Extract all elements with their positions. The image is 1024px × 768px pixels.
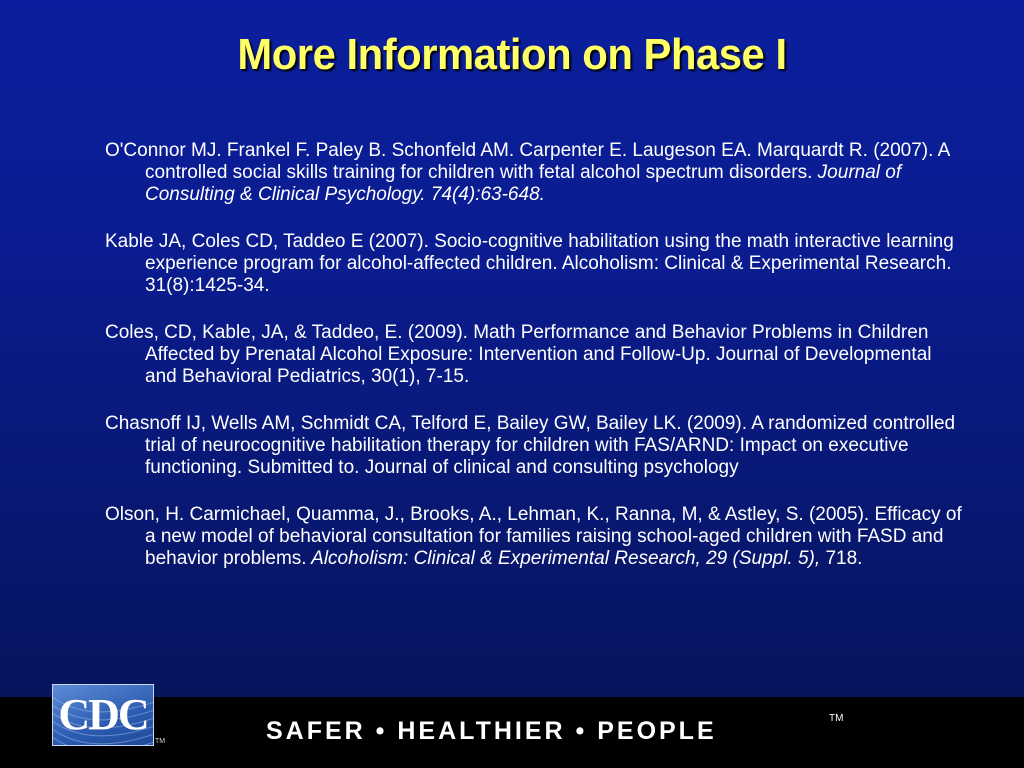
reference-journal: Alcoholism: Clinical & Experimental Research, 29 (Suppl. 5), <box>306 548 821 569</box>
logo-text: CDC <box>58 690 148 739</box>
reference-tail: 718. <box>820 548 863 569</box>
cdc-logo <box>52 684 154 746</box>
reference-text: Chasnoff IJ, Wells AM, Schmidt CA, Telford E, Bailey GW, Bailey LK. (2009). A randomized controlled trial of neurocognitive habilitation therapy for children with FAS/ARND: Impact on executive functioning. Submitted to. Journal of clinical and consulting psychology <box>105 413 956 478</box>
tagline: SAFER • HEALTHIER • PEOPLE <box>266 717 717 745</box>
reference-item <box>105 504 965 570</box>
logo-trademark: TM <box>155 738 166 745</box>
reference-item <box>105 140 965 206</box>
reference-item <box>105 231 965 297</box>
reference-item <box>105 413 965 479</box>
slide-title: More Information on Phase I <box>237 30 787 79</box>
reference-list <box>105 140 965 595</box>
reference-journal: Journal of Consulting & Clinical Psychology. 74(4):63-648. <box>145 162 902 205</box>
reference-text: Kable JA, Coles CD, Taddeo E (2007). Socio-cognitive habilitation using the math interactive learning experience program for alcohol-affected children. Alcoholism: Clinical & Experimental Research. 31(8):1425-34. <box>105 231 954 296</box>
reference-item <box>105 322 965 388</box>
reference-text: Coles, CD, Kable, JA, & Taddeo, E. (2009). Math Performance and Behavior Problems in Children Affected by Prenatal Alcohol Exposure: Intervention and Follow-Up. Journal of Developmental and Behavioral Pediatrics, 30(1), 7-15. <box>105 322 932 387</box>
reference-text: Olson, H. Carmichael, Quamma, J., Brooks, A., Lehman, K., Ranna, M, & Astley, S. (2005). Efficacy of a new model of behavioral consultation for families raising school-aged children with FASD and behavior problems. <box>105 504 962 569</box>
reference-text: O'Connor MJ. Frankel F. Paley B. Schonfeld AM. Carpenter E. Laugeson EA. Marquardt R. (2007). A controlled social skills training for children with fetal alcohol spectrum disorders. <box>105 140 950 183</box>
tagline-trademark: TM <box>829 713 844 724</box>
